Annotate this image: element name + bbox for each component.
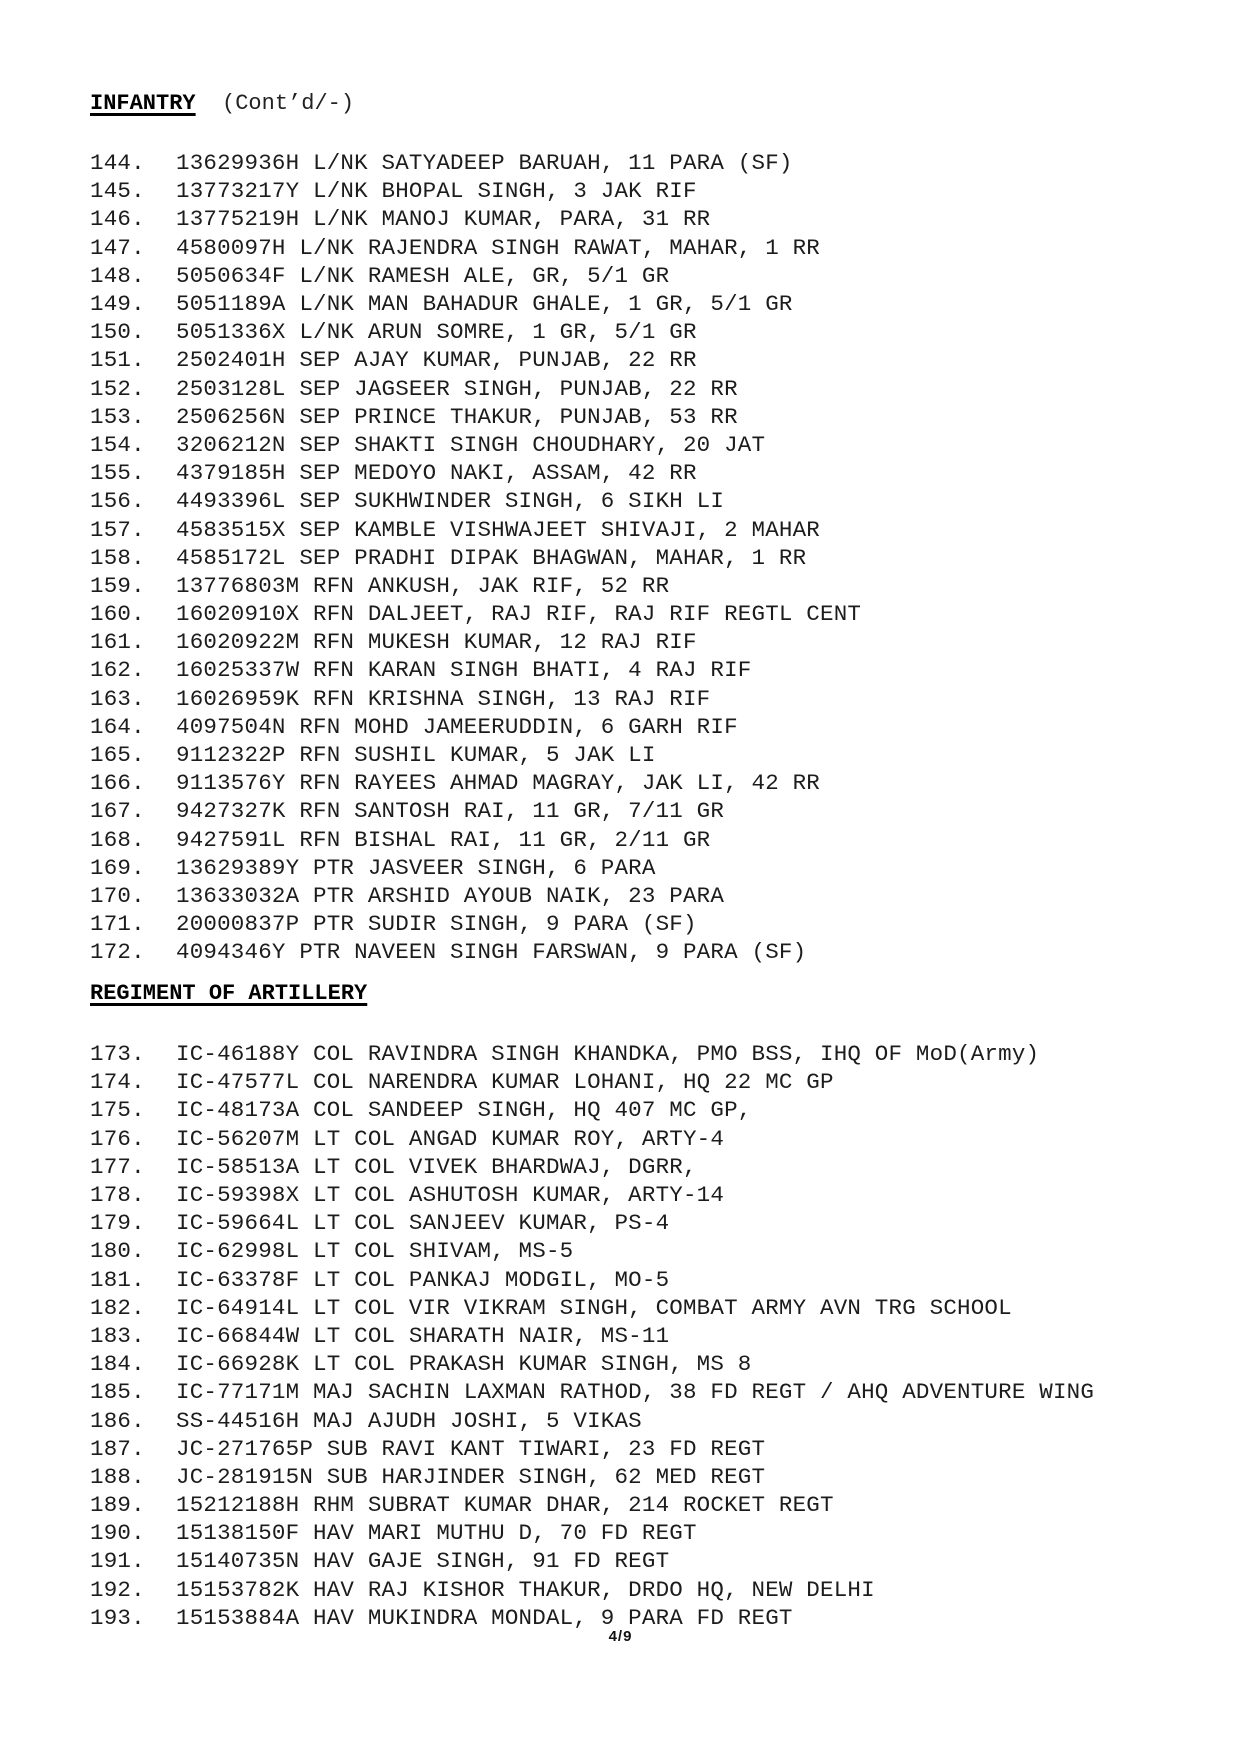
list-item: [90, 262, 861, 290]
entry-text: 13773217Y L/NK BHOPAL SINGH, 3 JAK RIF: [176, 178, 697, 205]
artillery-list: [90, 1040, 1094, 1632]
entry-number: 146.: [90, 206, 145, 233]
list-item: [90, 910, 861, 938]
entry-text: 15212188H RHM SUBRAT KUMAR DHAR, 214 ROCKET REGT: [176, 1492, 834, 1519]
entry-text: IC-46188Y COL RAVINDRA SINGH KHANDKA, PMO BSS, IHQ OF MoD(Army): [176, 1041, 1040, 1068]
entry-number: 161.: [90, 629, 145, 656]
entry-text: IC-66928K LT COL PRAKASH KUMAR SINGH, MS 8: [176, 1351, 752, 1378]
entry-text: 4583515X SEP KAMBLE VISHWAJEET SHIVAJI, 2 MAHAR: [176, 516, 821, 543]
list-item: [90, 1406, 1094, 1434]
entry-number: 175.: [90, 1097, 145, 1124]
entry-number: 178.: [90, 1182, 145, 1209]
list-item: [90, 854, 861, 882]
entry-text: 16026959K RFN KRISHNA SINGH, 13 RAJ RIF: [176, 685, 711, 712]
entry-number: 179.: [90, 1210, 145, 1237]
section-title: REGIMENT OF ARTILLERY: [90, 981, 368, 1006]
entry-number: 164.: [90, 713, 145, 740]
entry-text: 13629389Y PTR JASVEER SINGH, 6 PARA: [176, 854, 656, 881]
entry-text: 4097504N RFN MOHD JAMEERUDDIN, 6 GARH RIF: [176, 713, 738, 740]
entry-text: 9113576Y RFN RAYEES AHMAD MAGRAY, JAK LI, 42 RR: [176, 770, 821, 797]
list-item: [90, 544, 861, 572]
entry-text: 15153782K HAV RAJ KISHOR THAKUR, DRDO HQ, NEW DELHI: [176, 1576, 875, 1603]
entry-text: IC-48173A COL SANDEEP SINGH, HQ 407 MC GP,: [176, 1097, 752, 1124]
page-number: 4/9: [608, 1628, 633, 1645]
list-item: [90, 487, 861, 515]
list-item: [90, 205, 861, 233]
entry-text: 20000837P PTR SUDIR SINGH, 9 PARA (SF): [176, 911, 697, 938]
entry-text: 13633032A PTR ARSHID AYOUB NAIK, 23 PARA: [176, 882, 725, 909]
list-item: [90, 1125, 1094, 1153]
list-item: [90, 1294, 1094, 1322]
entry-number: 147.: [90, 234, 145, 261]
entry-text: 16020910X RFN DALJEET, RAJ RIF, RAJ RIF REGTL CENT: [176, 601, 862, 628]
entry-number: 160.: [90, 601, 145, 628]
entry-number: 156.: [90, 488, 145, 515]
entry-text: JC-271765P SUB RAVI KANT TIWARI, 23 FD REGT: [176, 1435, 766, 1462]
entry-number: 184.: [90, 1351, 145, 1378]
entry-text: IC-77171M MAJ SACHIN LAXMAN RATHOD, 38 FD REGT / AHQ ADVENTURE WING: [176, 1379, 1095, 1406]
entry-text: IC-56207M LT COL ANGAD KUMAR ROY, ARTY-4: [176, 1125, 725, 1152]
entry-number: 186.: [90, 1407, 145, 1434]
list-item: [90, 1435, 1094, 1463]
list-item: [90, 1153, 1094, 1181]
list-item: [90, 769, 861, 797]
entry-text: 4580097H L/NK RAJENDRA SINGH RAWAT, MAHAR, 1 RR: [176, 234, 821, 261]
entry-number: 151.: [90, 347, 145, 374]
entry-number: 181.: [90, 1266, 145, 1293]
list-item: [90, 290, 861, 318]
entry-number: 177.: [90, 1153, 145, 1180]
entry-number: 183.: [90, 1322, 145, 1349]
entry-text: 5050634F L/NK RAMESH ALE, GR, 5/1 GR: [176, 262, 670, 289]
list-item: [90, 938, 861, 966]
entry-number: 157.: [90, 516, 145, 543]
entry-text: 13776803M RFN ANKUSH, JAK RIF, 52 RR: [176, 572, 670, 599]
entry-number: 159.: [90, 572, 145, 599]
entry-text: IC-64914L LT COL VIR VIKRAM SINGH, COMBAT ARMY AVN TRG SCHOOL: [176, 1294, 1012, 1321]
list-item: [90, 600, 861, 628]
section-heading-artillery: [90, 980, 367, 1008]
entry-number: 193.: [90, 1604, 145, 1631]
entry-text: 9112322P RFN SUSHIL KUMAR, 5 JAK LI: [176, 742, 656, 769]
entry-number: 145.: [90, 178, 145, 205]
entry-number: 165.: [90, 742, 145, 769]
entry-text: 16025337W RFN KARAN SINGH BHATI, 4 RAJ RIF: [176, 657, 752, 684]
entry-number: 162.: [90, 657, 145, 684]
entry-text: 15138150F HAV MARI MUTHU D, 70 FD REGT: [176, 1520, 697, 1547]
list-item: [90, 1378, 1094, 1406]
list-item: [90, 826, 861, 854]
list-item: [90, 1491, 1094, 1519]
list-item: [90, 1350, 1094, 1378]
list-item: [90, 1322, 1094, 1350]
entry-text: 2506256N SEP PRINCE THAKUR, PUNJAB, 53 RR: [176, 403, 738, 430]
entry-text: 15140735N HAV GAJE SINGH, 91 FD REGT: [176, 1548, 670, 1575]
entry-text: IC-59664L LT COL SANJEEV KUMAR, PS-4: [176, 1210, 670, 1237]
list-item: [90, 797, 861, 825]
entry-number: 144.: [90, 150, 145, 177]
list-item: [90, 1266, 1094, 1294]
list-item: [90, 713, 861, 741]
entry-text: 16020922M RFN MUKESH KUMAR, 12 RAJ RIF: [176, 629, 697, 656]
entry-number: 169.: [90, 854, 145, 881]
entry-number: 176.: [90, 1125, 145, 1152]
entry-number: 191.: [90, 1548, 145, 1575]
entry-text: IC-59398X LT COL ASHUTOSH KUMAR, ARTY-14: [176, 1182, 725, 1209]
entry-number: 185.: [90, 1379, 145, 1406]
entry-number: 152.: [90, 375, 145, 402]
list-item: [90, 1519, 1094, 1547]
list-item: [90, 318, 861, 346]
list-item: [90, 403, 861, 431]
entry-number: 187.: [90, 1435, 145, 1462]
list-item: [90, 177, 861, 205]
list-item: [90, 741, 861, 769]
entry-number: 188.: [90, 1463, 145, 1490]
entry-number: 171.: [90, 911, 145, 938]
entry-text: 13629936H L/NK SATYADEEP BARUAH, 11 PARA (SF): [176, 150, 793, 177]
entry-number: 158.: [90, 544, 145, 571]
section-heading-infantry: [90, 90, 354, 118]
list-item: [90, 1068, 1094, 1096]
entry-number: 167.: [90, 798, 145, 825]
entry-text: 4585172L SEP PRADHI DIPAK BHAGWAN, MAHAR, 1 RR: [176, 544, 807, 571]
list-item: [90, 1040, 1094, 1068]
entry-number: 154.: [90, 431, 145, 458]
entry-number: 148.: [90, 262, 145, 289]
infantry-list: [90, 149, 861, 966]
list-item: [90, 1209, 1094, 1237]
entry-text: 5051336X L/NK ARUN SOMRE, 1 GR, 5/1 GR: [176, 319, 697, 346]
entry-text: IC-58513A LT COL VIVEK BHARDWAJ, DGRR,: [176, 1153, 697, 1180]
entry-number: 174.: [90, 1069, 145, 1096]
entry-text: JC-281915N SUB HARJINDER SINGH, 62 MED REGT: [176, 1463, 766, 1490]
entry-text: 15153884A HAV MUKINDRA MONDAL, 9 PARA FD REGT: [176, 1604, 793, 1631]
entry-number: 163.: [90, 685, 145, 712]
section-title: INFANTRY: [90, 91, 196, 116]
entry-text: IC-62998L LT COL SHIVAM, MS-5: [176, 1238, 574, 1265]
entry-number: 182.: [90, 1294, 145, 1321]
list-item: [90, 149, 861, 177]
entry-number: 172.: [90, 939, 145, 966]
entry-number: 153.: [90, 403, 145, 430]
entry-text: 9427591L RFN BISHAL RAI, 11 GR, 2/11 GR: [176, 826, 711, 853]
list-item: [90, 656, 861, 684]
entry-number: 150.: [90, 319, 145, 346]
entry-number: 170.: [90, 882, 145, 909]
entry-number: 149.: [90, 291, 145, 318]
list-item: [90, 1237, 1094, 1265]
list-item: [90, 628, 861, 656]
list-item: [90, 882, 861, 910]
entry-text: 5051189A L/NK MAN BAHADUR GHALE, 1 GR, 5/1 GR: [176, 291, 793, 318]
list-item: [90, 1463, 1094, 1491]
list-item: [90, 346, 861, 374]
list-item: [90, 1096, 1094, 1124]
entry-text: 2503128L SEP JAGSEER SINGH, PUNJAB, 22 RR: [176, 375, 738, 402]
entry-text: 4094346Y PTR NAVEEN SINGH FARSWAN, 9 PARA (SF): [176, 939, 807, 966]
entry-number: 173.: [90, 1041, 145, 1068]
entry-number: 168.: [90, 826, 145, 853]
entry-text: 13775219H L/NK MANOJ KUMAR, PARA, 31 RR: [176, 206, 711, 233]
entry-text: 4379185H SEP MEDOYO NAKI, ASSAM, 42 RR: [176, 460, 697, 487]
entry-text: 3206212N SEP SHAKTI SINGH CHOUDHARY, 20 JAT: [176, 431, 766, 458]
list-item: [90, 685, 861, 713]
entry-text: IC-63378F LT COL PANKAJ MODGIL, MO-5: [176, 1266, 670, 1293]
entry-number: 189.: [90, 1492, 145, 1519]
entry-text: 2502401H SEP AJAY KUMAR, PUNJAB, 22 RR: [176, 347, 697, 374]
list-item: [90, 375, 861, 403]
list-item: [90, 431, 861, 459]
entry-text: IC-47577L COL NARENDRA KUMAR LOHANI, HQ 22 MC GP: [176, 1069, 834, 1096]
entry-text: 9427327K RFN SANTOSH RAI, 11 GR, 7/11 GR: [176, 798, 725, 825]
entry-number: 192.: [90, 1576, 145, 1603]
list-item: [90, 1576, 1094, 1604]
entry-text: IC-66844W LT COL SHARATH NAIR, MS-11: [176, 1322, 670, 1349]
entry-text: 4493396L SEP SUKHWINDER SINGH, 6 SIKH LI: [176, 488, 725, 515]
entry-number: 190.: [90, 1520, 145, 1547]
list-item: [90, 1181, 1094, 1209]
list-item: [90, 1547, 1094, 1575]
section-continued-note: (Cont’d/-): [195, 91, 355, 116]
entry-text: SS-44516H MAJ AJUDH JOSHI, 5 VIKAS: [176, 1407, 642, 1434]
list-item: [90, 515, 861, 543]
list-item: [90, 459, 861, 487]
entry-number: 180.: [90, 1238, 145, 1265]
list-item: [90, 572, 861, 600]
list-item: [90, 234, 861, 262]
entry-number: 155.: [90, 460, 145, 487]
entry-number: 166.: [90, 770, 145, 797]
